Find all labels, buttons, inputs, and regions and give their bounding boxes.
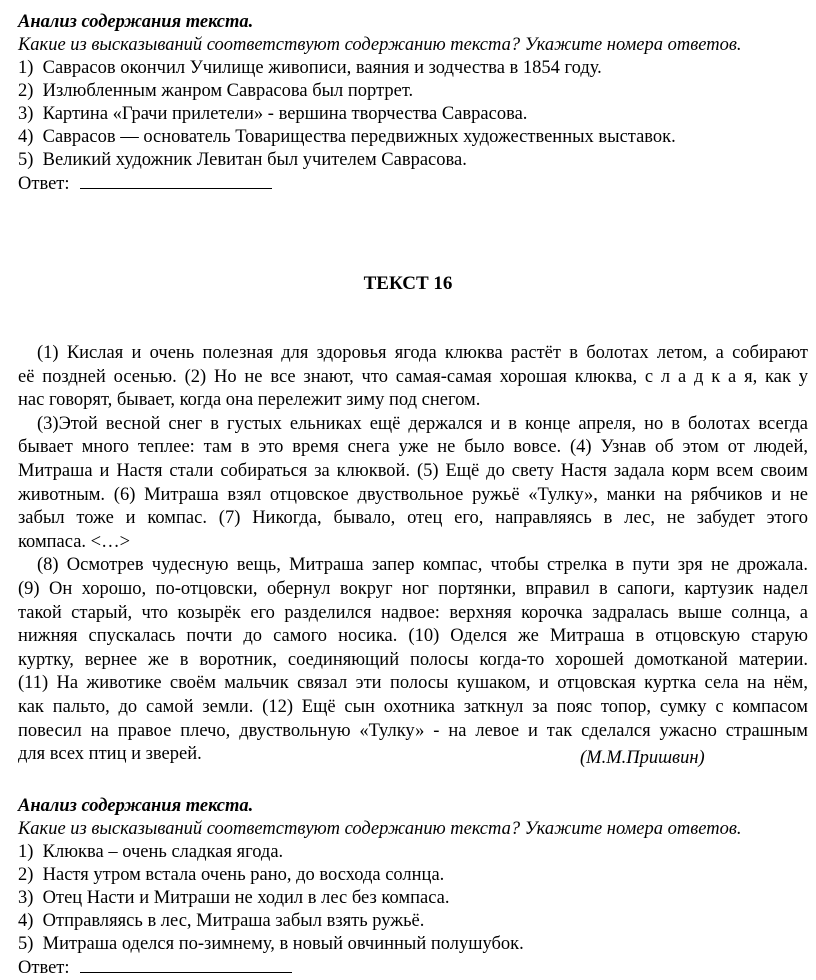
text-line: (9) Он хорошо, по-отцовски, обернул вокруг ног портянки, вправил в сапоги, картузик надел [18,578,808,599]
text-line: как пальто, до самой земли. (12) Ещё сын охотника заткнул за пояс топор, сумку с компасом [18,696,808,717]
item-text: Отец Насти и Митраши не ходил в лес без компаса. [42,888,450,908]
text-line: куртку, вернее же в воротник, соединяющий полосы когда-то хорошей домотканой материи. [18,649,808,670]
item-number: 4) [18,911,34,931]
item-number: 1) [18,842,34,862]
text-body [18,342,808,767]
item-number: 3) [18,104,34,124]
answer-row [18,172,808,195]
item-number: 4) [18,127,34,147]
item-number: 2) [18,81,34,101]
item-text: Излюбленным жанром Саврасова был портрет. [42,81,414,101]
text-line: (8) Осмотрев чудесную вещь, Митраша запер компас, чтобы стрелка в пути зря не дрожала. [37,555,808,576]
answer-blank[interactable] [80,956,292,973]
text-line: для всех птиц и зверей. [18,744,202,765]
answer-label: Ответ: [18,958,70,978]
item-text: Саврасов окончил Училище живописи, ваяния и зодчества в 1854 году. [42,58,602,78]
item-number: 5) [18,934,34,954]
text-line: компаса. <…> [18,531,131,552]
item-text: Клюква – очень сладкая ягода. [42,842,284,862]
text-line: Митраша и Настя стали собираться за клюквой. (5) Ещё до свету Настя задала корм всем своим [18,460,808,481]
text-line: нас говорят, бывает, когда она перележит зиму под снегом. [18,390,481,411]
answer-blank[interactable] [80,172,272,189]
text-line: такой старый, что козырёк его разделился надвое: верхняя корочка задралась выше солнца, а [18,602,808,623]
text-line: её поздней осенью. (2) Но не все знают, что самая-самая хорошая клюква, с л а д к а я, как у [18,366,808,387]
list-item [18,80,808,103]
item-number: 5) [18,150,34,170]
text-line: (1) Кислая и очень полезная для здоровья ягода клюква растёт в болотах летом, а собирают [37,343,808,363]
list-item [18,841,808,864]
list-item [18,149,808,172]
item-text: Митраша оделся по-зимнему, в новый овчинный полушубок. [42,934,524,954]
analysis-section-1 [18,11,808,195]
analysis-section-2 [18,795,808,979]
list-item [18,887,808,910]
item-text: Саврасов — основатель Товарищества передвижных художественных выставок. [42,127,676,147]
list-item [18,933,808,956]
text-line: (3)Этой весной снег в густых ельниках ещё держался и в конце апреля, но в болотах всегда [37,413,808,434]
item-number: 3) [18,888,34,908]
item-number: 2) [18,865,34,885]
text-line: нижняя спускалась почти до самого носика. (10) Оделся же Митраша в отцовскую старую [18,626,808,647]
text-title: ТЕКСТ 16 [363,273,453,294]
item-text: Отправляясь в лес, Митраша забыл взять ружьё. [42,911,425,931]
section-1-heading: Анализ содержания текста. [18,12,254,32]
text-line: повесил на правое плечо, двуствольную «Тулку» - на левое и так сделался ужасно страшным [18,720,808,741]
answer-label: Ответ: [18,174,70,194]
list-item [18,103,808,126]
section-1-question: Какие из высказываний соответствуют содержанию текста? Укажите номера ответов. [18,35,742,55]
text-line: забыл тоже и компас. (7) Никогда, бывало, отец его, направляясь в лес, не забудет этого [18,508,808,529]
item-text: Картина «Грачи прилетели» - вершина творчества Саврасова. [42,104,528,124]
list-item [18,864,808,887]
list-item [18,57,808,80]
item-number: 1) [18,58,34,78]
section-2-question: Какие из высказываний соответствуют содержанию текста? Укажите номера ответов. [18,819,742,839]
list-item [18,910,808,933]
text-line: бывает много теплее: там в это время снега уже не было вовсе. (4) Узнав об этом от людей, [18,437,808,458]
item-text: Великий художник Левитан был учителем Саврасова. [42,150,467,170]
section-2-heading: Анализ содержания текста. [18,796,254,816]
list-item [18,126,808,149]
text-author: (М.М.Пришвин) [580,748,705,768]
item-text: Настя утром встала очень рано, до восхода солнца. [42,865,445,885]
text-line: (11) На животике своём мальчик связал эти полосы кушаком, и отцовская куртка села на нём, [18,673,808,694]
text-line: животным. (6) Митраша взял отцовское двуствольное ружьё «Тулку», манки на рябчиков и не [18,484,808,505]
